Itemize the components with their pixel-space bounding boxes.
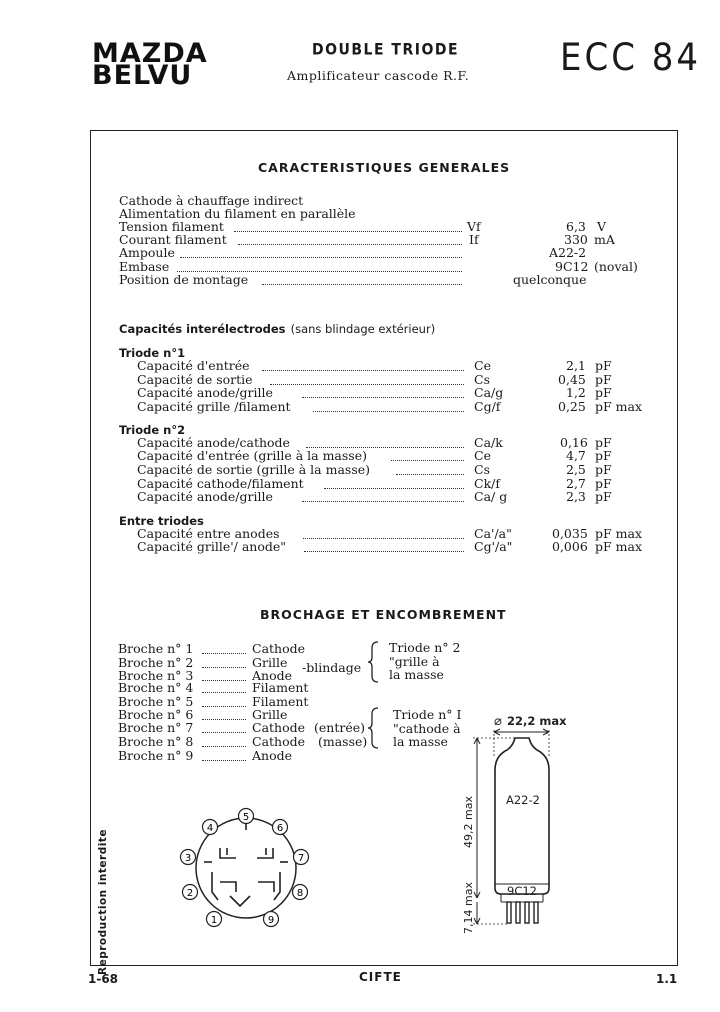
cap-symbol: Cg'/a" bbox=[474, 539, 513, 554]
cap-unit: pF bbox=[595, 462, 612, 477]
spec-label: Courant filament bbox=[119, 232, 227, 247]
pin-function: Cathode bbox=[252, 734, 306, 749]
capacities-title-rest: (sans blindage extérieur) bbox=[290, 322, 436, 336]
pin-label: Broche n° 9 bbox=[118, 748, 194, 763]
cap-value: 0,035 bbox=[552, 526, 588, 541]
cap-unit: pF bbox=[595, 448, 612, 463]
cap-value: 2,1 bbox=[566, 358, 586, 373]
cap-symbol: Ck/f bbox=[474, 476, 500, 491]
leader-dots bbox=[262, 282, 462, 285]
pin-number: 5 bbox=[242, 812, 250, 823]
pin-label: Broche n° 3 bbox=[118, 668, 194, 683]
diameter-label: 22,2 max bbox=[507, 714, 567, 728]
cap-symbol: Ca/g bbox=[474, 385, 504, 400]
capacities-title-bold: Capacités interélectrodes bbox=[119, 322, 286, 336]
pin-number: 9 bbox=[267, 915, 275, 926]
leader-dots bbox=[270, 382, 464, 385]
cap-unit: pF bbox=[595, 489, 612, 504]
cap-label: Capacité de sortie bbox=[137, 372, 253, 387]
cap-unit: pF bbox=[595, 435, 612, 450]
cap-symbol: Ca/ g bbox=[474, 489, 508, 504]
tube-subtitle: Amplificateur cascode R.F. bbox=[287, 68, 470, 83]
cap-label: Capacité grille /filament bbox=[137, 399, 291, 414]
triode-1-note bbox=[393, 708, 461, 749]
leader-dots bbox=[180, 255, 462, 258]
pin-label: Broche n° 1 bbox=[118, 641, 194, 656]
cap-unit: pF max bbox=[595, 539, 643, 554]
cap-symbol: Ce bbox=[474, 448, 491, 463]
pin-number: 1 bbox=[210, 915, 218, 926]
spec-label: Ampoule bbox=[119, 245, 175, 260]
cap-label: Capacité grille'/ anode" bbox=[137, 539, 287, 554]
leader-dots bbox=[202, 651, 246, 654]
tube-code: ECC 84 bbox=[560, 36, 702, 80]
spec-value: 6,3 bbox=[566, 219, 586, 234]
pin-label: Broche n° 5 bbox=[118, 694, 194, 709]
pin-number: 3 bbox=[184, 853, 192, 864]
electrode-sketch bbox=[204, 822, 288, 906]
spec-value: quelconque bbox=[513, 272, 587, 287]
cap-symbol: Cg/f bbox=[474, 399, 501, 414]
cap-symbol: Ce bbox=[474, 358, 491, 373]
cap-label: Capacité d'entrée (grille à la masse) bbox=[137, 448, 367, 463]
cap-unit: pF max bbox=[595, 526, 643, 541]
pin-label: Broche n° 4 bbox=[118, 680, 194, 695]
cap-label: Capacité cathode/filament bbox=[137, 476, 304, 491]
cap-value: 2,3 bbox=[566, 489, 586, 504]
spec-symbol: If bbox=[469, 232, 479, 247]
cap-symbol: Cs bbox=[474, 462, 490, 477]
cap-value: 4,7 bbox=[566, 448, 586, 463]
blindage-note: -blindage bbox=[302, 660, 362, 675]
group-title-triode-1: Triode n°1 bbox=[119, 346, 186, 360]
leader-dots bbox=[202, 758, 246, 761]
spec-label: Tension filament bbox=[119, 219, 224, 234]
brace-triode-2 bbox=[368, 640, 382, 684]
brand-line-2: BELVU bbox=[92, 60, 193, 91]
spec-unit: V bbox=[597, 219, 607, 234]
pin-function: Filament bbox=[252, 694, 309, 709]
group-title-triode-2: Triode n°2 bbox=[119, 423, 186, 437]
pin-label: Broche n° 7 bbox=[118, 720, 194, 735]
cap-value: 1,2 bbox=[566, 385, 586, 400]
leader-dots bbox=[202, 678, 246, 681]
note-line: Triode n° I bbox=[393, 707, 462, 722]
cap-label: Capacité anode/cathode bbox=[137, 435, 290, 450]
cap-symbol: Ca'/a" bbox=[474, 526, 512, 541]
spec-symbol: Vf bbox=[467, 219, 481, 234]
brand-line-1: MAZDA bbox=[92, 38, 208, 69]
spec-value: 9C12 bbox=[555, 259, 589, 274]
tube-outline-drawing bbox=[455, 708, 595, 938]
leader-dots bbox=[303, 536, 464, 539]
pin-function: Filament bbox=[252, 680, 309, 695]
group-title-between: Entre triodes bbox=[119, 514, 204, 528]
leader-dots bbox=[202, 717, 246, 720]
leader-dots bbox=[202, 730, 246, 733]
leader-dots bbox=[396, 472, 464, 475]
tube-title: DOUBLE TRIODE bbox=[312, 40, 460, 60]
cap-value: 0,006 bbox=[552, 539, 588, 554]
leader-dots bbox=[202, 704, 246, 707]
note-line: "grille à bbox=[389, 653, 440, 669]
side-text: Reproduction interdite bbox=[96, 829, 109, 975]
pin-number: 2 bbox=[186, 888, 194, 899]
note-line: Triode n° 2 bbox=[389, 640, 461, 655]
pin-length-label: 7,14 max bbox=[462, 882, 475, 934]
pin-number: 8 bbox=[296, 888, 304, 899]
pin-function: Grille bbox=[252, 707, 288, 722]
cap-value: 0,25 bbox=[558, 399, 586, 414]
leader-dots bbox=[304, 549, 464, 552]
spec-value: A22-2 bbox=[549, 245, 587, 260]
pinout-title: BROCHAGE ET ENCOMBREMENT bbox=[260, 607, 507, 622]
bulb-label: A22-2 bbox=[506, 793, 540, 807]
cap-symbol: Ca/k bbox=[474, 435, 503, 450]
cap-label: Capacité d'entrée bbox=[137, 358, 250, 373]
cap-unit: pF bbox=[595, 358, 612, 373]
capacities-title bbox=[119, 318, 435, 337]
cap-label: Capacité entre anodes bbox=[137, 526, 280, 541]
general-line-2: Alimentation du filament en parallèle bbox=[119, 206, 356, 221]
leader-dots bbox=[202, 665, 246, 668]
cap-value: 2,7 bbox=[566, 476, 586, 491]
pin-circles bbox=[181, 809, 309, 927]
pin-number: 7 bbox=[297, 853, 305, 864]
pin-function: Grille bbox=[252, 655, 288, 670]
spec-label: Embase bbox=[119, 259, 170, 274]
cap-unit: pF bbox=[595, 476, 612, 491]
cap-symbol: Cs bbox=[474, 372, 490, 387]
cap-label: Capacité anode/grille bbox=[137, 385, 273, 400]
cap-value: 0,16 bbox=[560, 435, 588, 450]
cap-value: 2,5 bbox=[566, 462, 586, 477]
height-label: 49,2 max bbox=[462, 796, 475, 848]
brand-logo bbox=[92, 38, 208, 91]
leader-dots bbox=[302, 395, 464, 398]
pin-qualifier-masse: (masse) bbox=[318, 734, 368, 749]
note-line: la masse bbox=[389, 667, 444, 682]
footer-center: CIFTE bbox=[359, 970, 402, 984]
cap-label: Capacité anode/grille bbox=[137, 489, 273, 504]
leader-dots bbox=[262, 368, 464, 371]
pin-number: 4 bbox=[206, 823, 214, 834]
pin-label: Broche n° 2 bbox=[118, 655, 194, 670]
pin-number: 6 bbox=[276, 823, 284, 834]
spec-unit: (noval) bbox=[594, 259, 638, 274]
leader-dots bbox=[202, 690, 246, 693]
cap-unit: pF bbox=[595, 372, 612, 387]
brace-triode-1 bbox=[368, 706, 382, 750]
footer-right: 1.1 bbox=[656, 972, 678, 986]
general-title: CARACTERISTIQUES GENERALES bbox=[258, 160, 511, 175]
note-line: "cathode à bbox=[393, 720, 461, 736]
base-label: 9C12 bbox=[507, 884, 537, 898]
diameter-symbol: ⌀ bbox=[494, 714, 502, 729]
leader-dots bbox=[391, 458, 464, 461]
cap-unit: pF max bbox=[595, 399, 643, 414]
leader-dots bbox=[313, 409, 464, 412]
pin-label: Broche n° 6 bbox=[118, 707, 194, 722]
general-line-1: Cathode à chauffage indirect bbox=[119, 193, 304, 208]
pin-qualifier-entree: (entrée) bbox=[314, 720, 365, 735]
leader-dots bbox=[202, 744, 246, 747]
pin-function: Anode bbox=[252, 748, 293, 763]
leader-dots bbox=[234, 229, 462, 232]
triode-2-note bbox=[389, 641, 460, 682]
cap-unit: pF bbox=[595, 385, 612, 400]
leader-dots bbox=[238, 242, 462, 245]
pin-function: Cathode bbox=[252, 720, 306, 735]
pin-function: Cathode bbox=[252, 641, 306, 656]
cap-value: 0,45 bbox=[558, 372, 586, 387]
leader-dots bbox=[324, 486, 464, 489]
footer-left: 1-68 bbox=[88, 972, 119, 986]
pin-function: Anode bbox=[252, 668, 293, 683]
base-pinout-diagram bbox=[170, 800, 320, 940]
cap-label: Capacité de sortie (grille à la masse) bbox=[137, 462, 371, 477]
spec-value: 330 bbox=[564, 232, 588, 247]
note-line: la masse bbox=[393, 734, 448, 749]
pin-label: Broche n° 8 bbox=[118, 734, 194, 749]
spec-unit: mA bbox=[594, 232, 615, 247]
leader-dots bbox=[302, 499, 464, 502]
spec-label: Position de montage bbox=[119, 272, 249, 287]
